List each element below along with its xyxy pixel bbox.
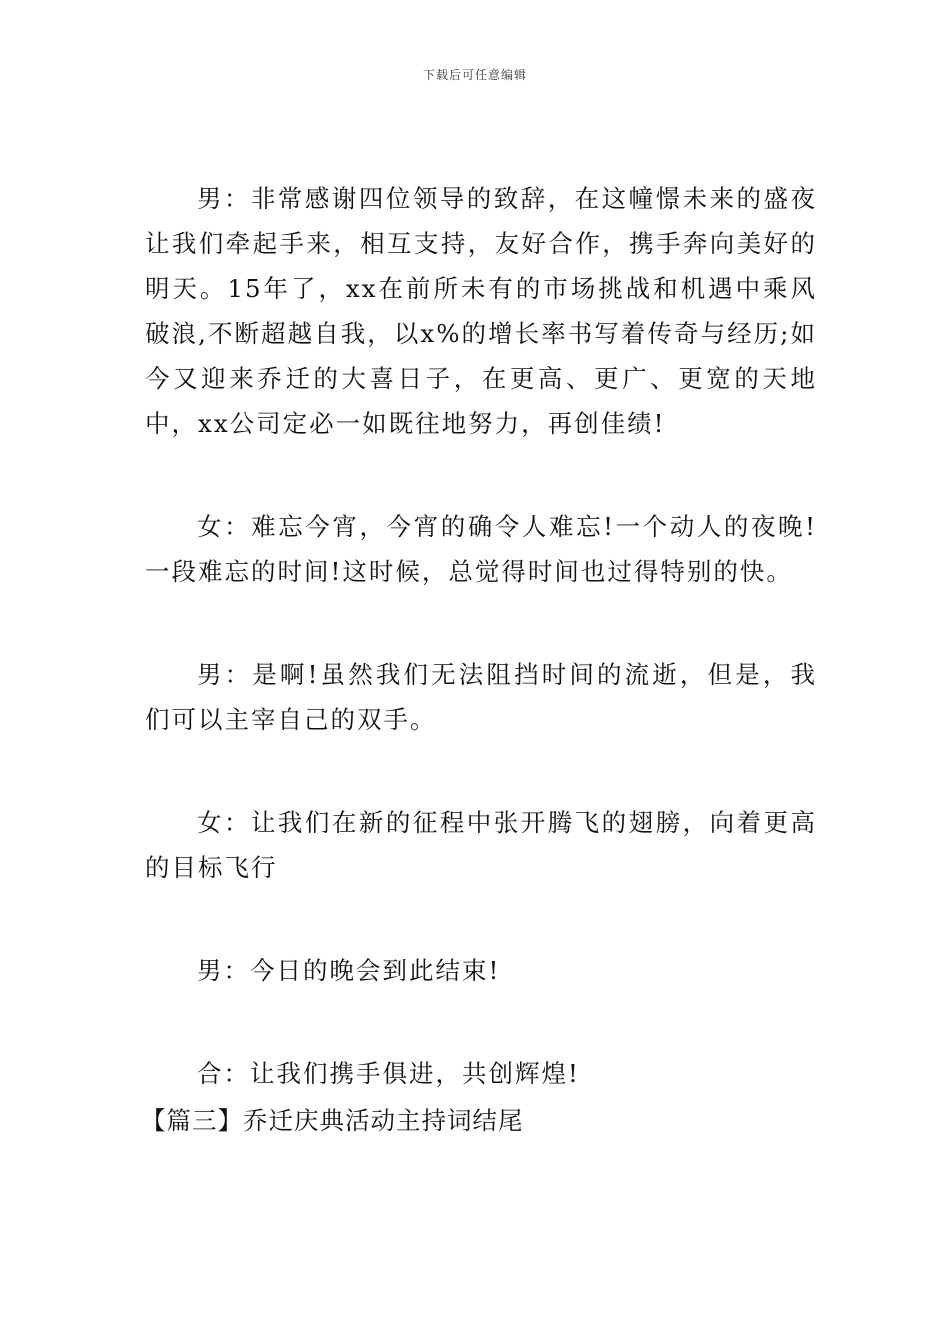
section-heading: 【篇三】乔迁庆典活动主持词结尾 (141, 1106, 524, 1135)
page-header: 下载后可任意编辑 (422, 68, 527, 82)
paragraph-male-time-passing: 男：是啊!虽然我们无法阻挡时间的流逝，但是，我们可以主宰自己的双手。 (145, 660, 817, 734)
paragraph-female-new-journey: 女：让我们在新的征程中张开腾飞的翅膀，向着更高的目标飞行 (145, 808, 817, 882)
paragraph-closing-speech-male: 男：非常感谢四位领导的致辞，在这幢憬未来的盛夜让我们牵起手来，相互支持，友好合作，携手奔向美好的明天。15年了，xx在前所未有的市场挑战和机遇中乘风破浪,不断超越自我，以x%的增长率书写着传奇与经历;如今又迎来乔迁的大喜日子，在更高、更广、更宽的天地中，xx公司定必一如既往地努力，再创佳绩! (145, 184, 817, 438)
document-body (141, 176, 817, 1143)
paragraph-together-closing: 合：让我们携手俱进，共创辉煌! (197, 1059, 580, 1088)
paragraph-male-event-end: 男：今日的晚会到此结束! (197, 956, 501, 985)
paragraph-female-unforgettable-night: 女：难忘今宵，今宵的确令人难忘!一个动人的夜晚!一段难忘的时间!这时候，总觉得时间也过得特别的快。 (145, 512, 817, 586)
